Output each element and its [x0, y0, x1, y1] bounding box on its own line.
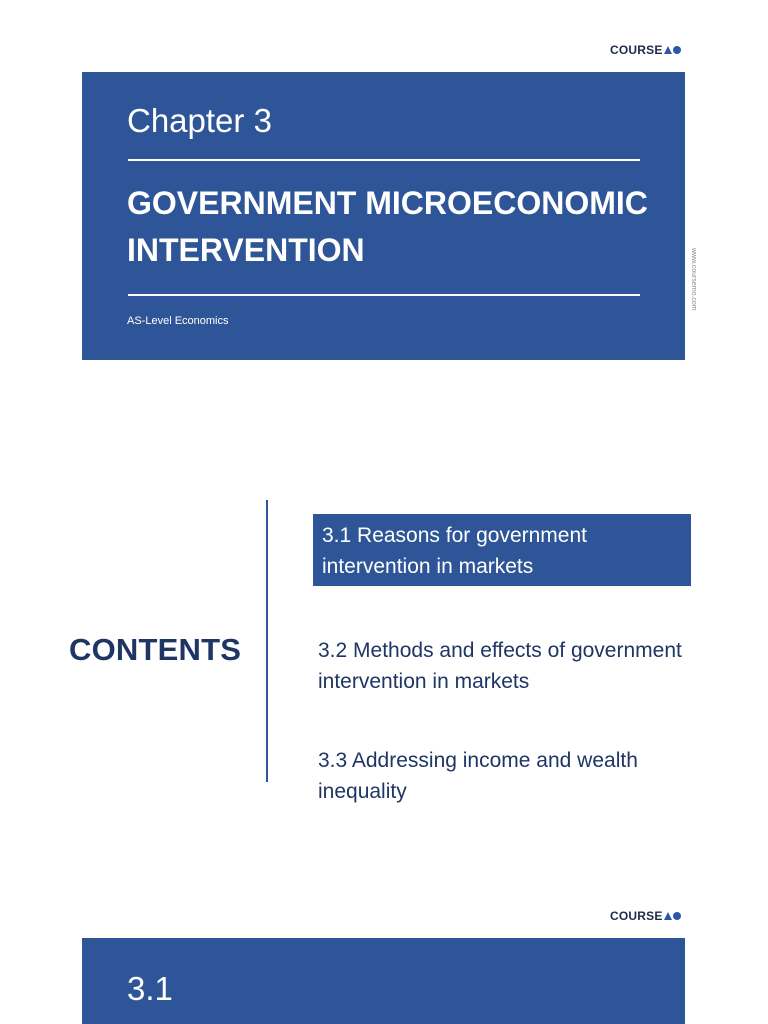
toc-item-3-1-line2: intervention in markets: [322, 555, 534, 578]
course-subtitle: AS-Level Economics: [127, 315, 229, 327]
toc-item-3-1-line1: 3.1 Reasons for government: [322, 524, 587, 547]
cover-rule-top: [128, 159, 640, 161]
chapter-title-line1: GOVERNMENT MICROECONOMIC: [127, 185, 648, 221]
mo-logo-icon: [664, 912, 681, 920]
section-cover: [82, 938, 685, 1024]
section-number: 3.1: [127, 970, 173, 1007]
toc-item-3-2[interactable]: [318, 635, 758, 697]
toc-item-3-3-line1: 3.3 Addressing income and wealth: [318, 749, 638, 772]
chapter-label: Chapter 3: [127, 102, 272, 139]
toc-item-3-2-line2: intervention in markets: [318, 670, 530, 693]
chapter-cover: [82, 72, 685, 360]
brand-logo: [610, 43, 681, 57]
toc-item-3-2-line1: 3.2 Methods and effects of government: [318, 639, 682, 662]
chapter-title-line2: INTERVENTION: [127, 232, 365, 268]
cover-rule-bottom: [128, 294, 640, 296]
chapter-title: [127, 180, 687, 274]
brand-logo-bottom-text: COURSE: [610, 909, 663, 923]
toc-item-3-3-line2: inequality: [318, 780, 407, 803]
side-url: www.coursemo.com: [690, 248, 697, 311]
brand-logo-bottom: [610, 909, 681, 923]
contents-divider: [266, 500, 268, 782]
toc-item-3-3[interactable]: [318, 745, 758, 807]
brand-logo-text: COURSE: [610, 43, 663, 57]
mo-logo-icon: [664, 46, 681, 54]
toc-item-3-1[interactable]: [313, 514, 691, 586]
contents-heading: CONTENTS: [69, 632, 242, 667]
